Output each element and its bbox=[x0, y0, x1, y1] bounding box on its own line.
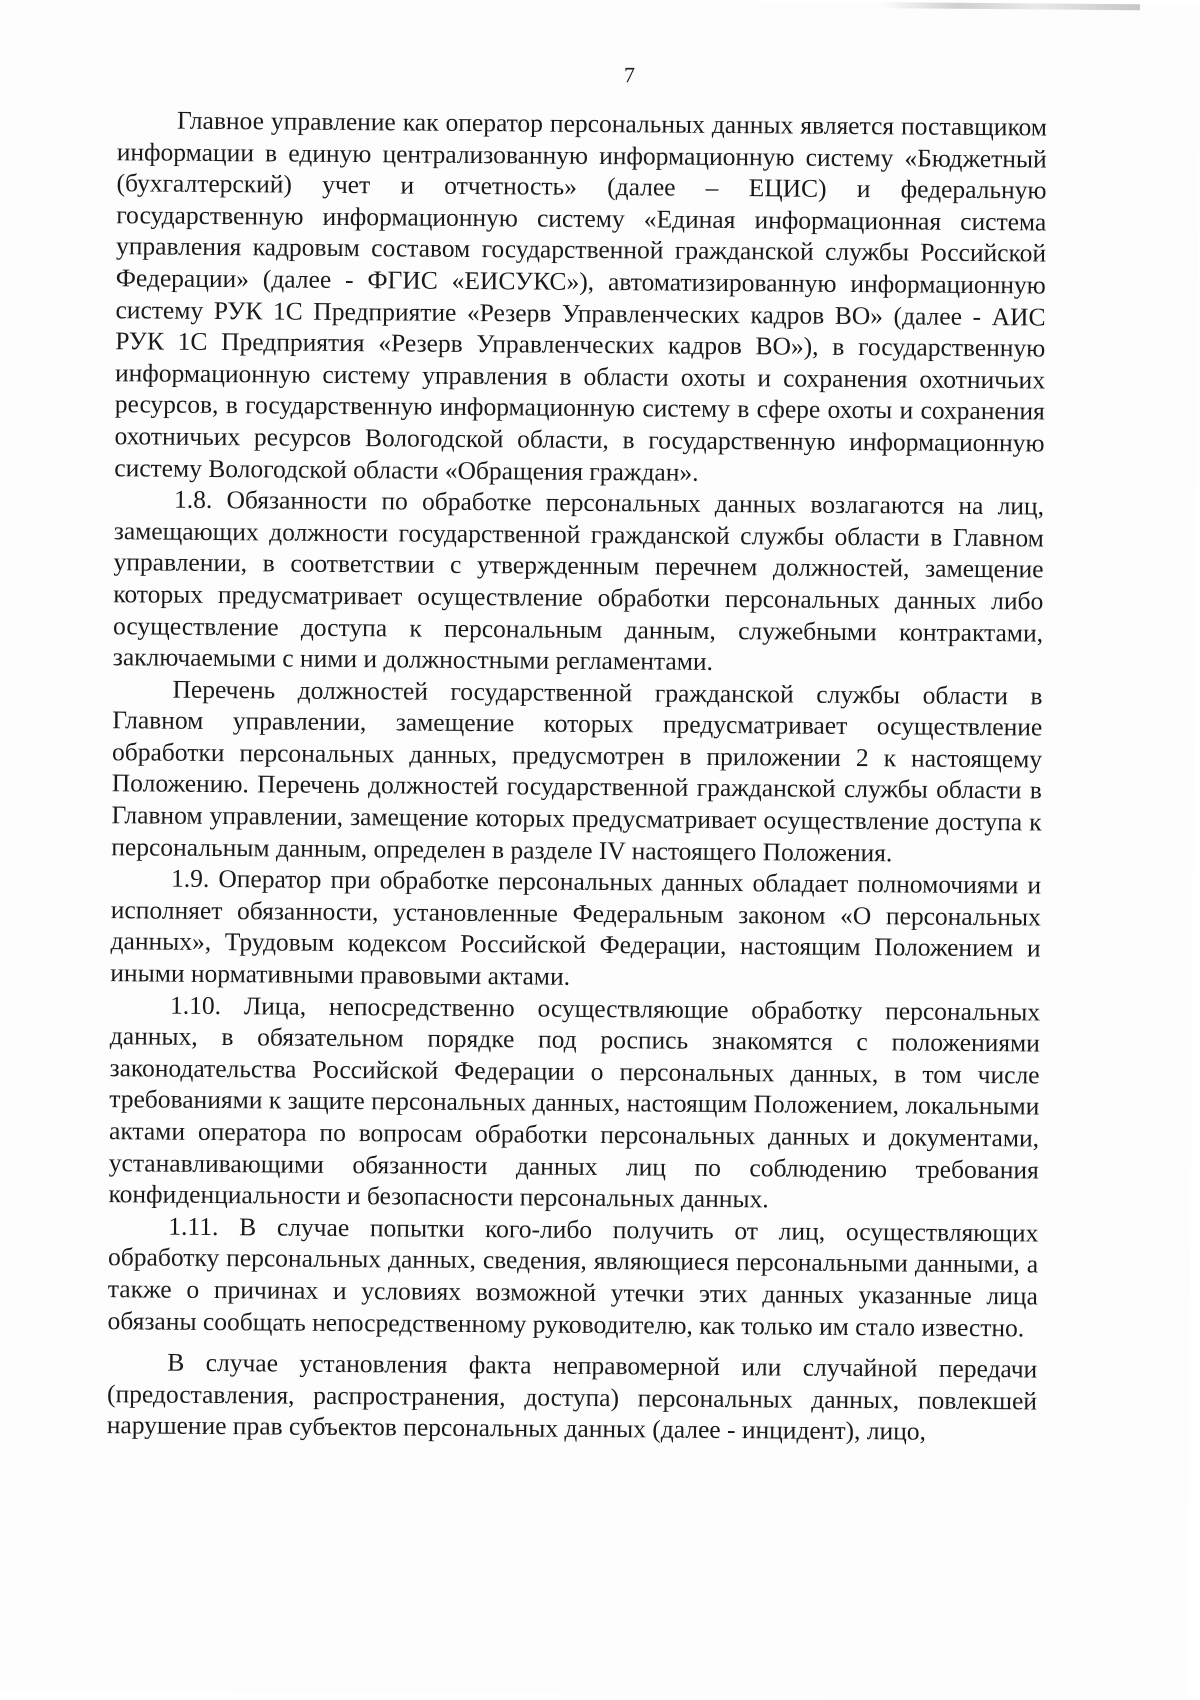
paragraph-incident: В случае установления факта неправомерной или случайной передачи (предоставления, распространения, доступа) персональных данных, повлекшей нарушение прав субъектов персональных данных (далее - инцидент), лицо, bbox=[106, 1347, 1038, 1446]
paragraph-1-9: 1.9. Оператор при обработке персональных данных обладает полномочиями и исполняет обязанности, установленные Федеральным законом «О персональных данных», Трудовым кодексом Российской Федерации, настоящим Положением и иными нормативными правовыми актами. bbox=[110, 863, 1042, 991]
paragraph-positions-list: Перечень должностей государственной гражданской службы области в Главном управлении, замещение которых предусматривает осуществление обработки персональных данных, предусмотрен в приложении 2 к настоящему Положению. Перечень должностей государственной гражданской службы области в Главном управлении, замещение которых предусматривает осуществление доступа к персональным данным, определен в разделе IV настоящего Положения. bbox=[111, 674, 1043, 867]
scan-artifact bbox=[880, 2, 1140, 10]
document-body bbox=[107, 104, 1047, 1448]
paragraph-info-systems: Главное управление как оператор персональных данных является поставщиком информации в единую централизованную информационную систему «Бюджетный (бухгалтерский) учет и отчетность» (далее – ЕЦИС) и федеральную государственную информационную систему «Единая информационная система управления кадровым составом государственной гражданской службы Российской Федерации» (далее - ФГИС «ЕИСУКС»), автоматизированную информационную систему РУК 1С Предприятие «Резерв Управленческих кадров ВО» (далее - АИС РУК 1С Предприятия «Резерв Управленческих кадров ВО»), в государственную информационную систему управления в области охоты и сохранения охотничьих ресурсов, в государственную информационную систему в сфере охоты и сохранения охотничьих ресурсов Вологодской области, в государственную информационную систему Вологодской области «Обращения граждан». bbox=[114, 105, 1048, 487]
paragraph-1-11: 1.11. В случае попытки кого-либо получить от лиц, осуществляющих обработку персональных данных, сведения, являющиеся персональными данными, а также о причинах и условиях возможной утечки этих данных указанные лица обязаны сообщать непосредственному руководителю, как только им стало известно. bbox=[107, 1211, 1039, 1342]
page-number: 7 bbox=[623, 62, 636, 88]
paragraph-1-10: 1.10. Лица, непосредственно осуществляющие обработку персональных данных, в обязательном порядке под роспись знакомятся с положениями законодательства Российской Федерации о персональных данных, в том числе требованиями к защите персональных данных, настоящим Положением, локальными актами оператора по вопросам обработки персональных данных и документами, устанавливающими обязанности данных лиц по соблюдению требования конфиденциальности и безопасности персональных данных. bbox=[108, 990, 1041, 1214]
paragraph-1-8: 1.8. Обязанности по обработке персональных данных возлагаются на лиц, замещающих должности государственной гражданской службы области в Главном управлении, в соответствии с утвержденным перечнем должностей, замещение которых предусматривает осуществление обработки персональных данных либо осуществление доступа к персональным данным, служебными контрактами, заключаемыми с ними и должностными регламентами. bbox=[112, 484, 1045, 677]
